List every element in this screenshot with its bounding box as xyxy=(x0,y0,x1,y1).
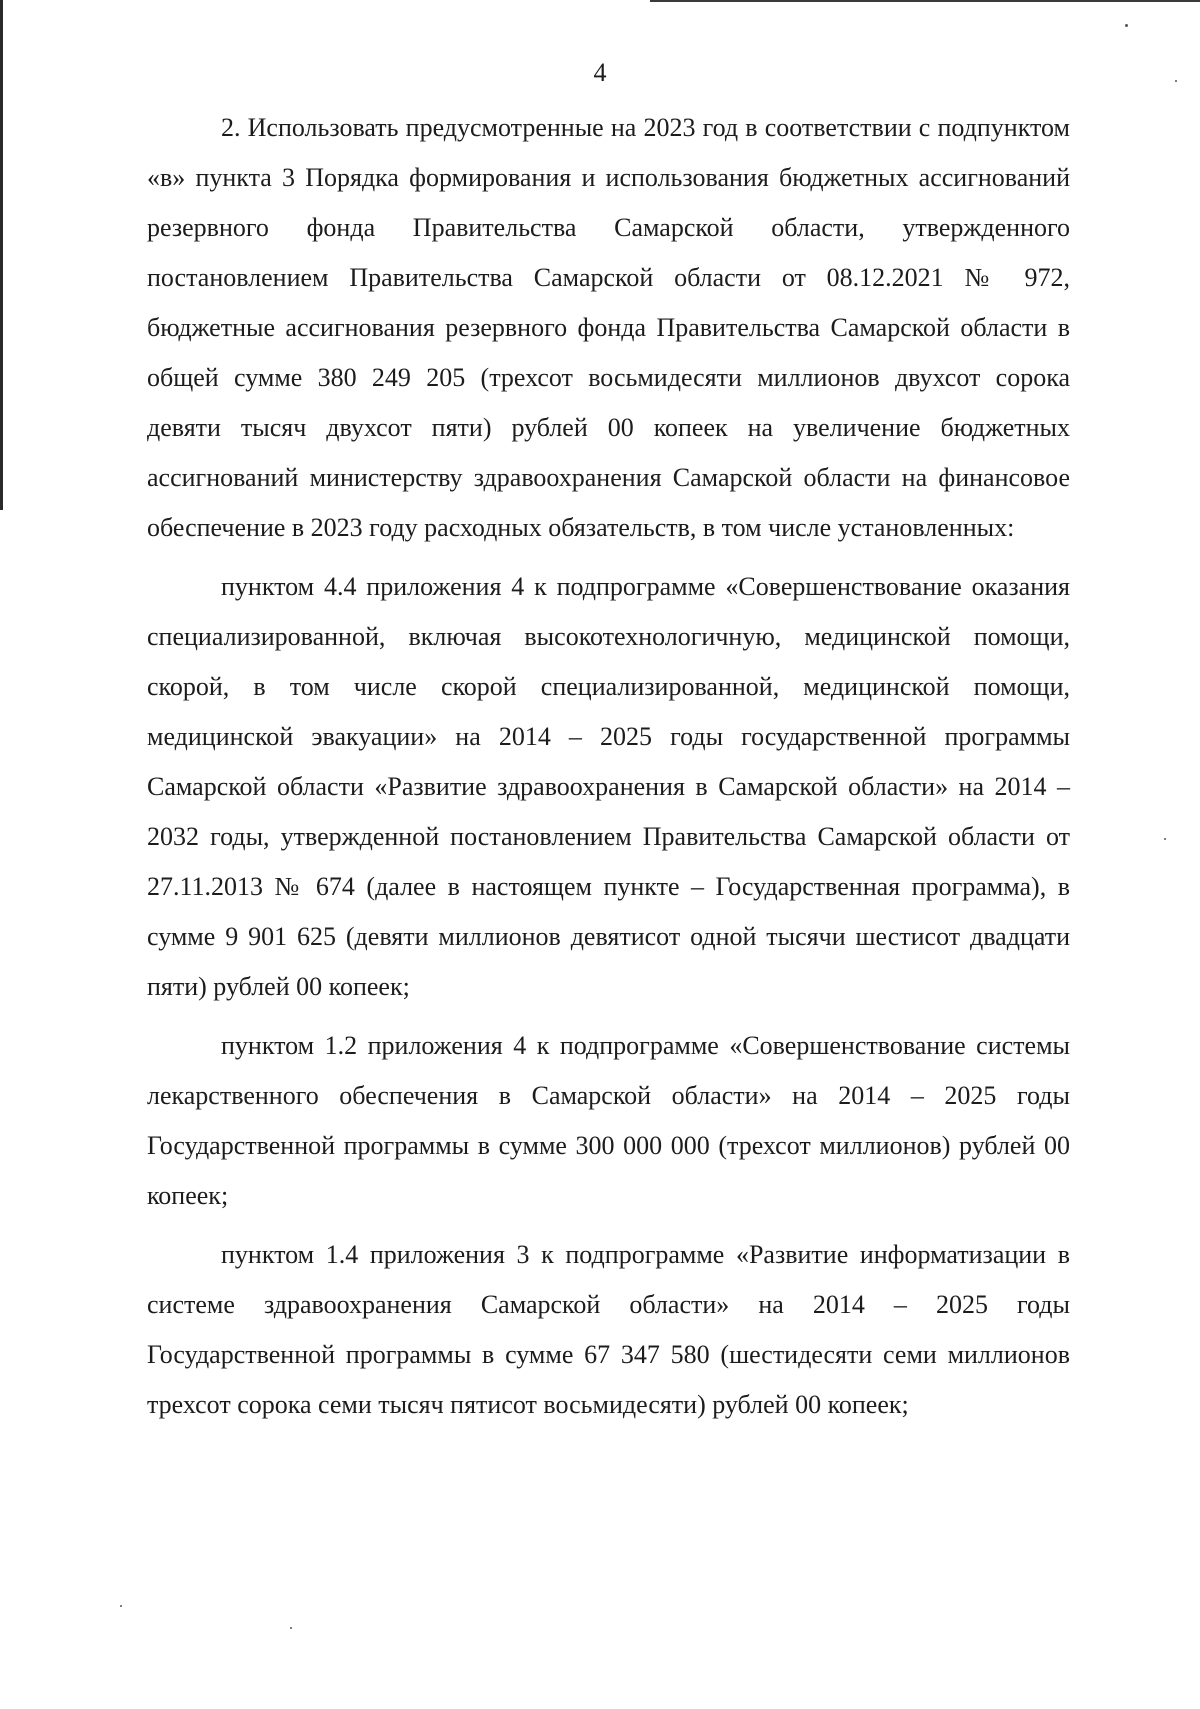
document-body xyxy=(147,103,1070,1430)
scan-speck xyxy=(1164,838,1166,840)
scan-speck xyxy=(290,1627,292,1629)
page-number: 4 xyxy=(593,58,607,87)
scan-speck xyxy=(1125,24,1128,27)
scan-speck xyxy=(120,1605,122,1607)
paragraph-point-4-4: пунктом 4.4 приложения 4 к подпрограмме «Совершенствование оказания специализированной, включая высокотехнологичную, медицинской помощи, скорой, в том числе скорой специализированной, медицинской помощи, медицинской эвакуации» на 2014 – 2025 годы государственной программы Самарской области «Развитие здравоохранения в Самарской области» на 2014 – 2032 годы, утвержденной постановлением Правительства Самарской области от 27.11.2013 № 674 (далее в настоящем пункте – Государственная программа), в сумме 9 901 625 (девяти миллионов девятисот одной тысячи шестисот двадцати пяти) рублей 00 копеек; xyxy=(147,572,1070,1001)
scan-edge-top xyxy=(650,0,1200,2)
paragraph-point-1-4: пунктом 1.4 приложения 3 к подпрограмме «Развитие информатизации в системе здравоохранения Самарской области» на 2014 – 2025 годы Государственной программы в сумме 67 347 580 (шестидесяти семи миллионов трехсот сорока семи тысяч пятисот восьмидесяти) рублей 00 копеек; xyxy=(147,1240,1070,1419)
paragraph-point-1-2: пунктом 1.2 приложения 4 к подпрограмме «Совершенствование системы лекарственного обеспечения в Самарской области» на 2014 – 2025 годы Государственной программы в сумме 300 000 000 (трехсот миллионов) рублей 00 копеек; xyxy=(147,1031,1070,1210)
paragraph-item-2: 2. Использовать предусмотренные на 2023 год в соответствии с подпунктом «в» пункта 3 Порядка формирования и использования бюджетных ассигнований резервного фонда Правительства Самарской области, утвержденного постановлением Правительства Самарской области от 08.12.2021 № 972, бюджетные ассигнования резервного фонда Правительства Самарской области в общей сумме 380 249 205 (трехсот восьмидесяти миллионов двухсот сорока девяти тысяч двухсот пяти) рублей 00 копеек на увеличение бюджетных ассигнований министерству здравоохранения Самарской области на финансовое обеспечение в 2023 году расходных обязательств, в том числе установленных: xyxy=(147,113,1070,542)
